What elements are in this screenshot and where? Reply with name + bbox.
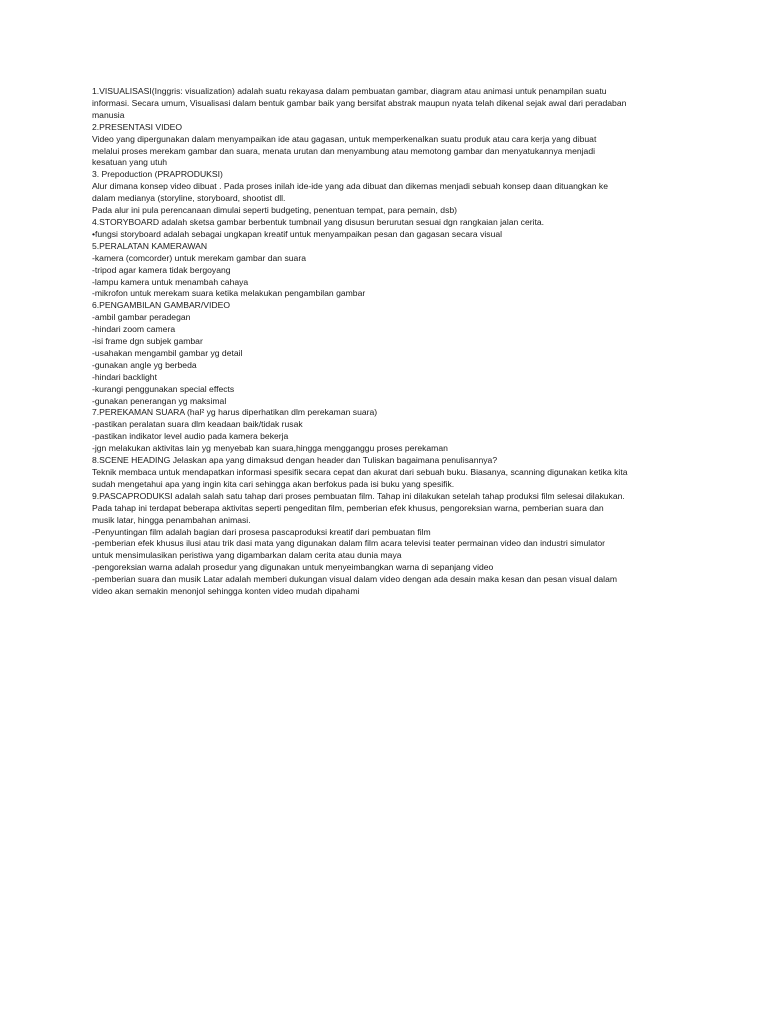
document-line: 5.PERALATAN KAMERAWAN bbox=[92, 240, 208, 251]
document-line: 8.SCENE HEADING Jelaskan apa yang dimaksud dengan header dan Tuliskan bagaimana penulisannya? bbox=[92, 455, 498, 466]
document-line: -isi frame dgn subjek gambar bbox=[92, 336, 203, 347]
document-line: •fungsi storyboard adalah sebagai ungkapan kreatif untuk menyampaikan pesan dan gagasan secara visual bbox=[92, 228, 503, 239]
document-line: sudah mengetahui apa yang ingin kita cari sehingga akan berfokus pada isi buku yang spesifik. bbox=[92, 478, 455, 489]
document-line: -pastikan peralatan suara dlm keadaan baik/tidak rusak bbox=[92, 419, 303, 430]
document-line: -pemberian suara dan musik Latar adalah memberi dukungan visual dalam video dengan ada desain maka kesan dan pesan visual dalam bbox=[92, 574, 618, 585]
document-line: -Penyuntingan film adalah bagian dari prosesa pascaproduksi kreatif dari pembuatan film bbox=[92, 526, 431, 537]
document-line: -pastikan indikator level audio pada kamera bekerja bbox=[92, 431, 289, 442]
document-line: -gunakan angle yg berbeda bbox=[92, 359, 197, 370]
document-line: -kurangi penggunakan special effects bbox=[92, 383, 235, 394]
document-body bbox=[92, 86, 692, 598]
document-line: 2.PRESENTASI VIDEO bbox=[92, 121, 183, 132]
document-line: melalui proses merekam gambar dan suara, menata urutan dan menyambung atau memotong gambar dan menyatukannya menjadi bbox=[92, 145, 596, 156]
document-line: 3. Prepoduction (PRAPRODUKSI) bbox=[92, 169, 223, 180]
document-line: dalam medianya (storyline, storyboard, shootist dll. bbox=[92, 193, 286, 204]
document-line: -gunakan penerangan yg maksimal bbox=[92, 395, 227, 406]
document-line: 9.PASCAPRODUKSI adalah salah satu tahap dari proses pembuatan film. Tahap ini dilakukan setelah tahap produksi film selesai dilakukan. bbox=[92, 490, 625, 501]
document-line: Pada tahap ini terdapat beberapa aktivitas seperti pengeditan film, pemberian efek khusus, pengoreksian warna, pemberian suara dan bbox=[92, 502, 604, 513]
document-line: -lampu kamera untuk menambah cahaya bbox=[92, 276, 249, 287]
document-line: manusia bbox=[92, 109, 125, 120]
document-line: -pemberian efek khusus ilusi atau trik dasi mata yang digunakan dalam film acara televisi teater permainan video dan industri simulator bbox=[92, 538, 606, 549]
document-line: -ambil gambar peradegan bbox=[92, 312, 191, 323]
document-line: kesatuan yang utuh bbox=[92, 157, 168, 168]
document-line: -jgn melakukan aktivitas lain yg menyebab kan suara,hingga mengganggu proses perekaman bbox=[92, 443, 448, 454]
document-line: informasi. Secara umum, Visualisasi dalam bentuk gambar baik yang bersifat abstrak maupun nyata telah dikenal sejak awal dari peradaban bbox=[92, 97, 627, 108]
document-line: 7.PEREKAMAN SUARA (hal² yg harus diperhatikan dlm perekaman suara) bbox=[92, 407, 378, 418]
document-line: -hindari zoom camera bbox=[92, 324, 176, 335]
document-line: Pada alur ini pula perencanaan dimulai seperti budgeting, penentuan tempat, para pemain, dsb) bbox=[92, 205, 458, 216]
document-line: -kamera (comcorder) untuk merekam gambar dan suara bbox=[92, 252, 306, 263]
document-line: Teknik membaca untuk mendapatkan informasi spesifik secara cepat dan akurat dari sebuah buku. Biasanya, scanning digunakan ketika kita bbox=[92, 467, 628, 477]
document-line: -pengoreksian warna adalah prosedur yang digunakan untuk menyeimbangkan warna di sepanjang video bbox=[92, 562, 494, 573]
document-line: -hindari backlight bbox=[92, 371, 157, 382]
document-line: -usahakan mengambil gambar yg detail bbox=[92, 347, 243, 358]
document-line: untuk mensimulasikan peristiwa yang digambarkan dalam cerita atau dunia maya bbox=[92, 550, 402, 561]
document-line: -mikrofon untuk merekam suara ketika melakukan pengambilan gambar bbox=[92, 288, 366, 299]
document-line: 1.VISUALISASI(Inggris: visualization) adalah suatu rekayasa dalam pembuatan gambar, diagram atau animasi untuk penampilan suatu bbox=[92, 86, 607, 96]
document-line: Video yang dipergunakan dalam menyampaikan ide atau gagasan, untuk memperkenalkan suatu produk atau cara kerja yang dibuat bbox=[92, 133, 597, 144]
document-line: -tripod agar kamera tidak bergoyang bbox=[92, 264, 231, 275]
document-line: video akan semakin menonjol sehingga konten video mudah dipahami bbox=[92, 586, 360, 597]
document-line: Alur dimana konsep video dibuat . Pada proses inilah ide-ide yang ada dibuat dan dikemas menjadi sebuah konsep daan dituangkan ke bbox=[92, 181, 608, 192]
document-line: 4.STORYBOARD adalah sketsa gambar berbentuk tumbnail yang disusun berurutan sesuai dgn rangkaian jalan cerita. bbox=[92, 216, 545, 227]
document-line: musik latar, hingga penambahan animasi. bbox=[92, 514, 251, 525]
document-line: 6.PENGAMBILAN GAMBAR/VIDEO bbox=[92, 300, 231, 311]
